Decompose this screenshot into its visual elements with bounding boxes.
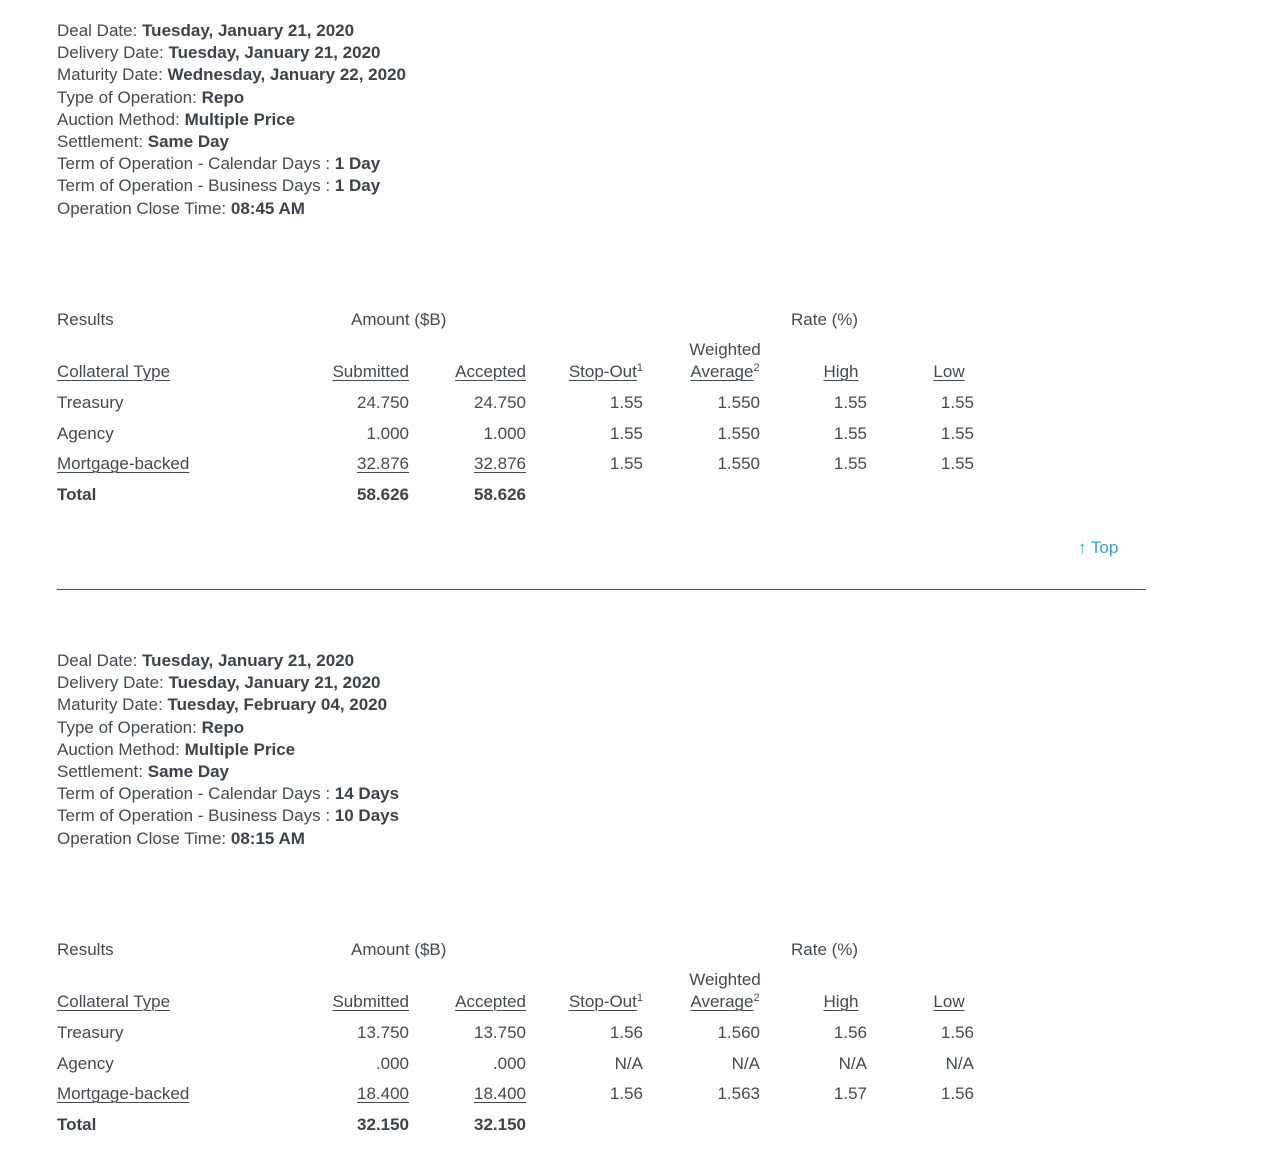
operation-type-value: Repo (201, 87, 245, 107)
weighted-label: Weighted (689, 970, 761, 989)
high-header[interactable]: High (823, 362, 859, 381)
auction-method-label: Auction Method: (57, 739, 180, 759)
settlement-label: Settlement: (57, 762, 143, 782)
weighted-average-cell: 1.550 (717, 393, 760, 412)
term-business-row (57, 805, 1147, 827)
low-cell: 1.55 (940, 424, 974, 443)
close-time-label: Operation Close Time: (57, 198, 227, 218)
amount-heading: Amount ($B) (351, 940, 447, 959)
arrow-up-icon: ↑ (1078, 538, 1087, 557)
term-business-value: 1 Day (334, 176, 381, 196)
term-business-label: Term of Operation - Business Days : (57, 176, 331, 196)
submitted-cell: .000 (375, 1054, 409, 1073)
delivery-date-row (57, 672, 1147, 694)
total-submitted: 58.626 (357, 485, 409, 504)
collateral-type-link[interactable]: Mortgage-backed (57, 454, 190, 473)
low-cell: 1.55 (940, 454, 974, 473)
amount-heading: Amount ($B) (351, 310, 447, 329)
settlement-row (57, 131, 1147, 153)
low-cell: 1.56 (940, 1084, 974, 1103)
settlement-value: Same Day (147, 762, 230, 782)
term-calendar-row (57, 153, 1147, 175)
deal-date-label: Deal Date: (57, 21, 138, 40)
collateral-type-cell: Treasury (57, 1023, 124, 1042)
collateral-type-link[interactable]: Mortgage-backed (57, 1084, 190, 1103)
accepted-cell (426, 453, 526, 475)
high-cell: 1.55 (833, 454, 867, 473)
stop-out-cell: 1.56 (609, 1023, 643, 1042)
term-calendar-row (57, 783, 1147, 805)
operation-type-label: Type of Operation: (57, 717, 197, 737)
accepted-cell (426, 1083, 526, 1105)
settlement-value: Same Day (147, 132, 230, 152)
stop-out-cell: 1.55 (609, 393, 643, 412)
results-table (57, 309, 1147, 519)
stop-out-header-label[interactable]: Stop-Out (568, 992, 637, 1011)
deal-date-value: Tuesday, January 21, 2020 (142, 21, 355, 40)
submitted-cell: 1.000 (366, 424, 409, 443)
stop-out-cell: 1.56 (609, 1084, 643, 1103)
results-table (57, 939, 1147, 1149)
high-cell: 1.57 (833, 1084, 867, 1103)
section-divider (57, 589, 1146, 590)
deal-date-value: Tuesday, January 21, 2020 (142, 651, 355, 670)
auction-method-row (57, 739, 1147, 761)
high-cell: N/A (838, 1054, 867, 1073)
collateral-type-header[interactable]: Collateral Type (57, 992, 171, 1011)
submitted-cell (309, 1083, 409, 1105)
footnote-1-marker: 1 (636, 992, 643, 1004)
submitted-link[interactable]: 18.400 (357, 1084, 409, 1103)
submitted-header[interactable]: Submitted (332, 992, 409, 1011)
settlement-row (57, 761, 1147, 783)
accepted-cell: 1.000 (483, 424, 526, 443)
auction-method-row (57, 109, 1147, 131)
auction-method-value: Multiple Price (184, 109, 296, 129)
term-business-value: 10 Days (334, 806, 400, 826)
collateral-type-cell: Treasury (57, 393, 124, 412)
low-cell: 1.55 (940, 393, 974, 412)
delivery-date-label: Delivery Date: (57, 43, 164, 63)
maturity-date-value: Tuesday, February 04, 2020 (167, 695, 388, 715)
footnote-2-marker: 2 (753, 992, 760, 1004)
auction-method-value: Multiple Price (184, 739, 296, 759)
weighted-average-cell: 1.563 (717, 1084, 760, 1103)
high-header[interactable]: High (823, 992, 859, 1011)
high-cell: 1.55 (833, 424, 867, 443)
high-cell: 1.56 (833, 1023, 867, 1042)
stop-out-cell: N/A (614, 1054, 643, 1073)
submitted-cell: 13.750 (357, 1023, 409, 1042)
maturity-date-value: Wednesday, January 22, 2020 (167, 65, 406, 85)
accepted-cell: 24.750 (474, 393, 526, 412)
low-cell: 1.56 (940, 1023, 974, 1042)
weighted-average-header[interactable] (674, 969, 776, 1013)
collateral-type-header[interactable]: Collateral Type (57, 362, 171, 381)
term-business-label: Term of Operation - Business Days : (57, 806, 331, 826)
results-heading: Results (57, 310, 114, 329)
submitted-link[interactable]: 32.876 (357, 454, 409, 473)
deal-date-row (57, 650, 1147, 672)
low-header[interactable]: Low (933, 992, 965, 1011)
stop-out-header[interactable] (543, 991, 643, 1013)
operation-type-row (57, 717, 1147, 739)
maturity-date-row (57, 694, 1147, 716)
stop-out-header-label[interactable]: Stop-Out (568, 362, 637, 381)
weighted-label: Weighted (689, 340, 761, 359)
accepted-cell: .000 (492, 1054, 526, 1073)
stop-out-cell: 1.55 (609, 454, 643, 473)
footnote-1-marker: 1 (636, 362, 643, 374)
operation-details (57, 20, 1147, 220)
low-header[interactable]: Low (933, 362, 965, 381)
maturity-date-label: Maturity Date: (57, 695, 163, 715)
auction-method-label: Auction Method: (57, 109, 180, 129)
term-calendar-value: 14 Days (334, 784, 400, 804)
operation-type-row (57, 87, 1147, 109)
close-time-label: Operation Close Time: (57, 828, 227, 848)
settlement-label: Settlement: (57, 132, 143, 152)
accepted-link[interactable]: 32.876 (474, 454, 526, 473)
maturity-date-label: Maturity Date: (57, 65, 163, 85)
collateral-type-cell: Agency (57, 1054, 114, 1073)
accepted-cell: 13.750 (474, 1023, 526, 1042)
total-label: Total (57, 1115, 97, 1134)
delivery-date-row (57, 42, 1147, 64)
submitted-header[interactable]: Submitted (332, 362, 409, 381)
accepted-link[interactable]: 18.400 (474, 1084, 526, 1103)
average-label[interactable]: Average (690, 362, 754, 381)
close-time-value: 08:15 AM (230, 828, 305, 848)
close-time-row (57, 828, 1147, 850)
accepted-header[interactable]: Accepted (455, 992, 526, 1011)
stop-out-header[interactable] (543, 361, 643, 383)
stop-out-cell: 1.55 (609, 424, 643, 443)
weighted-average-cell: 1.560 (717, 1023, 760, 1042)
operation-1 (57, 20, 1147, 520)
delivery-date-value: Tuesday, January 21, 2020 (168, 673, 381, 693)
operation-2 (57, 650, 1147, 1145)
footnote-2-marker: 2 (753, 362, 760, 374)
submitted-cell (309, 453, 409, 475)
weighted-average-cell: 1.550 (717, 424, 760, 443)
operation-type-label: Type of Operation: (57, 87, 197, 107)
collateral-type-cell: Agency (57, 424, 114, 443)
deal-date-label: Deal Date: (57, 651, 138, 670)
maturity-date-row (57, 64, 1147, 86)
rate-heading: Rate (%) (791, 310, 859, 329)
operation-type-value: Repo (201, 717, 245, 737)
accepted-header[interactable]: Accepted (455, 362, 526, 381)
delivery-date-value: Tuesday, January 21, 2020 (168, 43, 381, 63)
term-calendar-label: Term of Operation - Calendar Days : (57, 154, 331, 174)
operation-details (57, 650, 1147, 850)
back-to-top-link[interactable] (1078, 538, 1118, 558)
total-accepted: 58.626 (474, 485, 526, 504)
deal-date-row (57, 20, 1147, 42)
total-submitted: 32.150 (357, 1115, 409, 1134)
close-time-value: 08:45 AM (230, 198, 305, 218)
weighted-average-header[interactable] (674, 339, 776, 383)
results-heading: Results (57, 940, 114, 959)
weighted-average-cell: N/A (731, 1054, 760, 1073)
low-cell: N/A (945, 1054, 974, 1073)
top-link-label[interactable]: Top (1090, 538, 1119, 557)
high-cell: 1.55 (833, 393, 867, 412)
close-time-row (57, 198, 1147, 220)
total-label: Total (57, 485, 97, 504)
average-label[interactable]: Average (690, 992, 754, 1011)
total-accepted: 32.150 (474, 1115, 526, 1134)
term-calendar-value: 1 Day (334, 154, 381, 174)
weighted-average-cell: 1.550 (717, 454, 760, 473)
delivery-date-label: Delivery Date: (57, 673, 164, 693)
submitted-cell: 24.750 (357, 393, 409, 412)
term-calendar-label: Term of Operation - Calendar Days : (57, 784, 331, 804)
term-business-row (57, 175, 1147, 197)
rate-heading: Rate (%) (791, 940, 859, 959)
